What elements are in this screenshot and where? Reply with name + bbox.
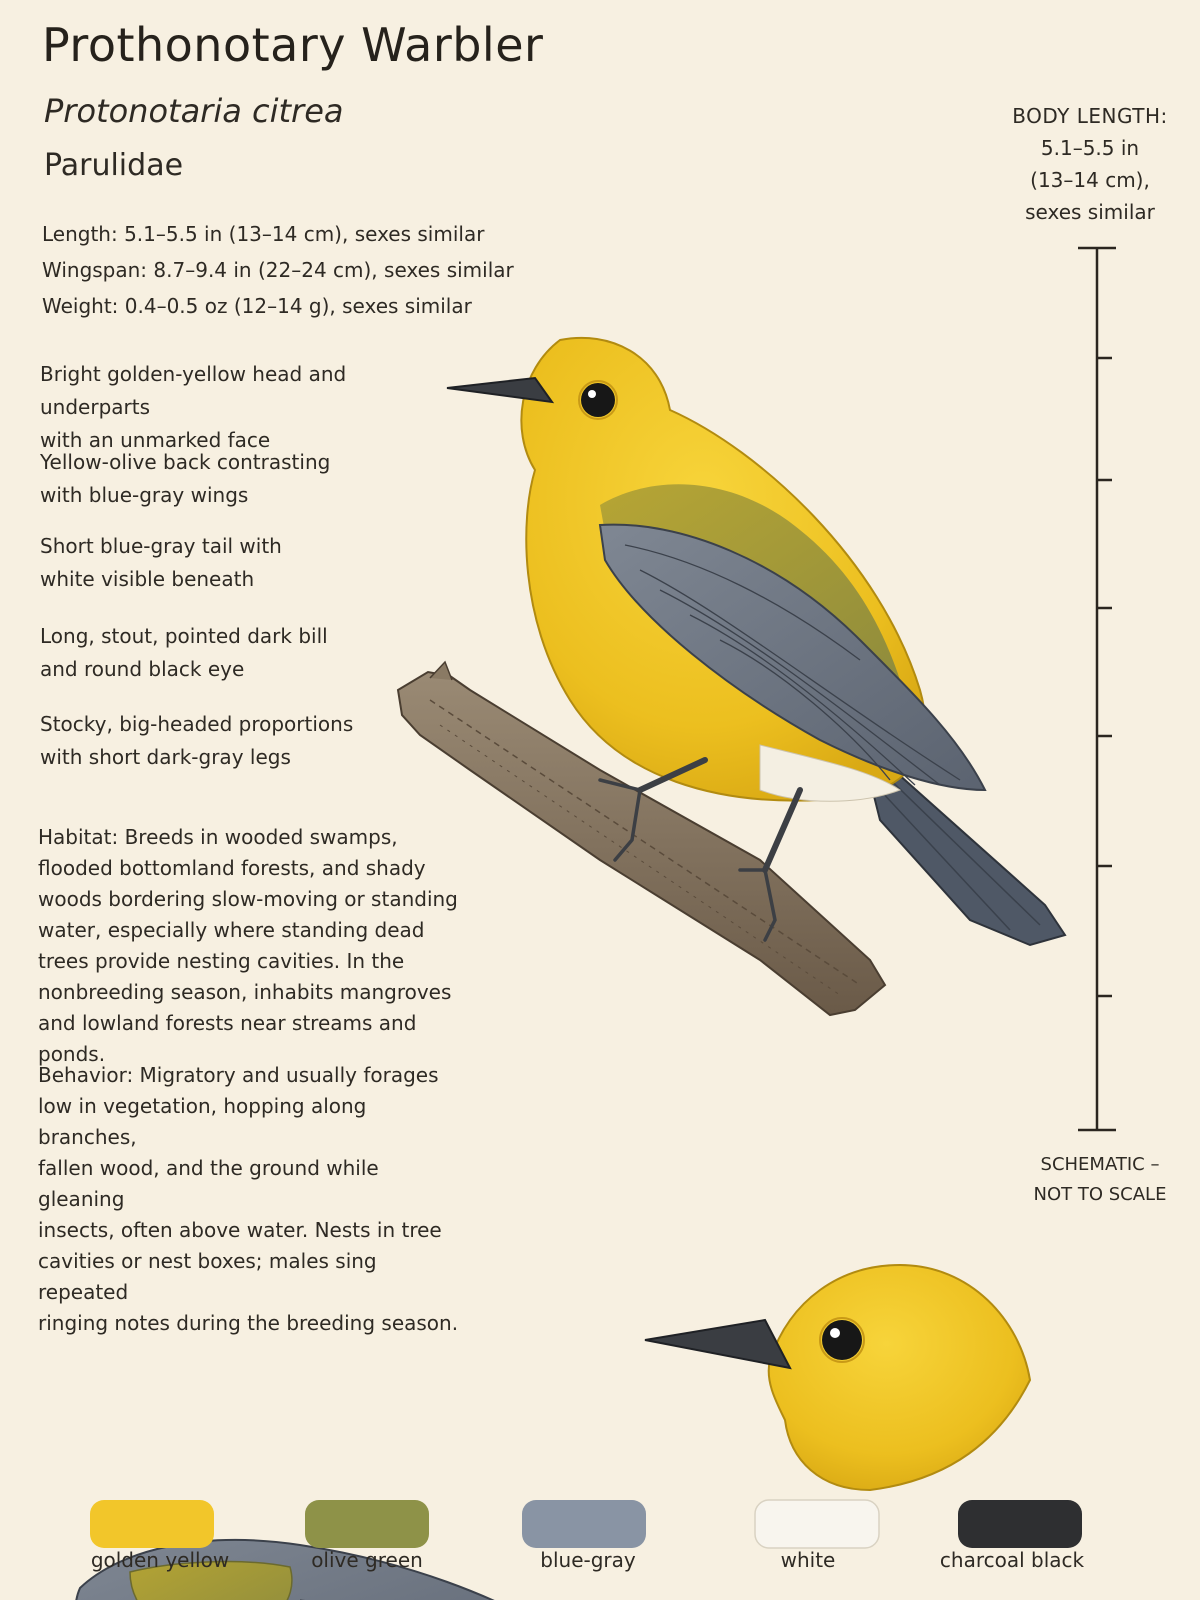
behavior-line: cavities or nest boxes; males sing repeated bbox=[38, 1249, 377, 1304]
measurement-length: Length: 5.1–5.5 in (13–14 cm), sexes similar bbox=[42, 222, 485, 246]
color-swatch bbox=[958, 1500, 1082, 1548]
family-name: Parulidae bbox=[44, 148, 184, 183]
habitat-line: trees provide nesting cavities. In the bbox=[38, 949, 405, 973]
scientific-name: Protonotaria citrea bbox=[44, 92, 344, 130]
body-length-cm: (13–14 cm), bbox=[1030, 168, 1150, 192]
behavior-line: low in vegetation, hopping along branches, bbox=[38, 1094, 367, 1149]
habitat-line: Habitat: Breeds in wooded swamps, bbox=[38, 825, 398, 849]
trait-line: and round black eye bbox=[40, 657, 245, 681]
trait-line: white visible beneath bbox=[40, 567, 255, 591]
behavior-line: insects, often above water. Nests in tree bbox=[38, 1218, 442, 1242]
swatch-label: white bbox=[780, 1548, 836, 1572]
trait-line: Short blue-gray tail with bbox=[40, 534, 282, 558]
body-length-note: sexes similar bbox=[1025, 200, 1155, 224]
habitat-line: nonbreeding season, inhabits mangroves bbox=[38, 980, 452, 1004]
behavior-line: Behavior: Migratory and usually forages bbox=[38, 1063, 439, 1087]
schematic-note-line: SCHEMATIC – bbox=[1040, 1154, 1160, 1175]
trait-line: with blue-gray wings bbox=[40, 483, 249, 507]
species-title: Prothonotary Warbler bbox=[42, 18, 544, 72]
measurement-wingspan: Wingspan: 8.7–9.4 in (22–24 cm), sexes similar bbox=[42, 258, 514, 282]
color-swatch bbox=[305, 1500, 429, 1548]
trait-line: with an unmarked face bbox=[40, 428, 271, 452]
swatch-label: charcoal black bbox=[939, 1548, 1085, 1572]
schematic-note-line: NOT TO SCALE bbox=[1033, 1184, 1167, 1205]
trait-line: Yellow-olive back contrasting bbox=[40, 450, 331, 474]
trait-line: Long, stout, pointed dark bill bbox=[40, 624, 328, 648]
swatch-label: olive green bbox=[311, 1548, 423, 1572]
habitat-line: flooded bottomland forests, and shady bbox=[38, 856, 426, 880]
body-length-heading: BODY LENGTH: bbox=[1012, 104, 1168, 128]
habitat-line: and lowland forests near streams and ponds. bbox=[38, 1011, 417, 1066]
trait-line: Stocky, big-headed proportions bbox=[40, 712, 354, 736]
swatch-label: blue-gray bbox=[540, 1548, 636, 1572]
trait-line: Bright golden-yellow head and underparts bbox=[40, 362, 347, 419]
habitat-line: woods bordering slow-moving or standing bbox=[38, 887, 458, 911]
behavior-line: fallen wood, and the ground while gleaning bbox=[38, 1156, 379, 1211]
scale-bar bbox=[1078, 248, 1116, 1130]
body-length-inches: 5.1–5.5 in bbox=[1040, 136, 1140, 160]
trait-line: with short dark-gray legs bbox=[40, 745, 291, 769]
swatch-label: golden yellow bbox=[90, 1548, 230, 1572]
behavior-line: ringing notes during the breeding season. bbox=[38, 1311, 459, 1335]
warbler-perched-illustration bbox=[447, 338, 1065, 945]
color-swatch bbox=[755, 1500, 879, 1548]
color-swatch bbox=[90, 1500, 214, 1548]
head-detail-illustration bbox=[645, 1265, 1030, 1490]
color-swatch bbox=[522, 1500, 646, 1548]
measurement-weight: Weight: 0.4–0.5 oz (12–14 g), sexes similar bbox=[42, 294, 472, 318]
habitat-line: water, especially where standing dead bbox=[38, 918, 425, 942]
